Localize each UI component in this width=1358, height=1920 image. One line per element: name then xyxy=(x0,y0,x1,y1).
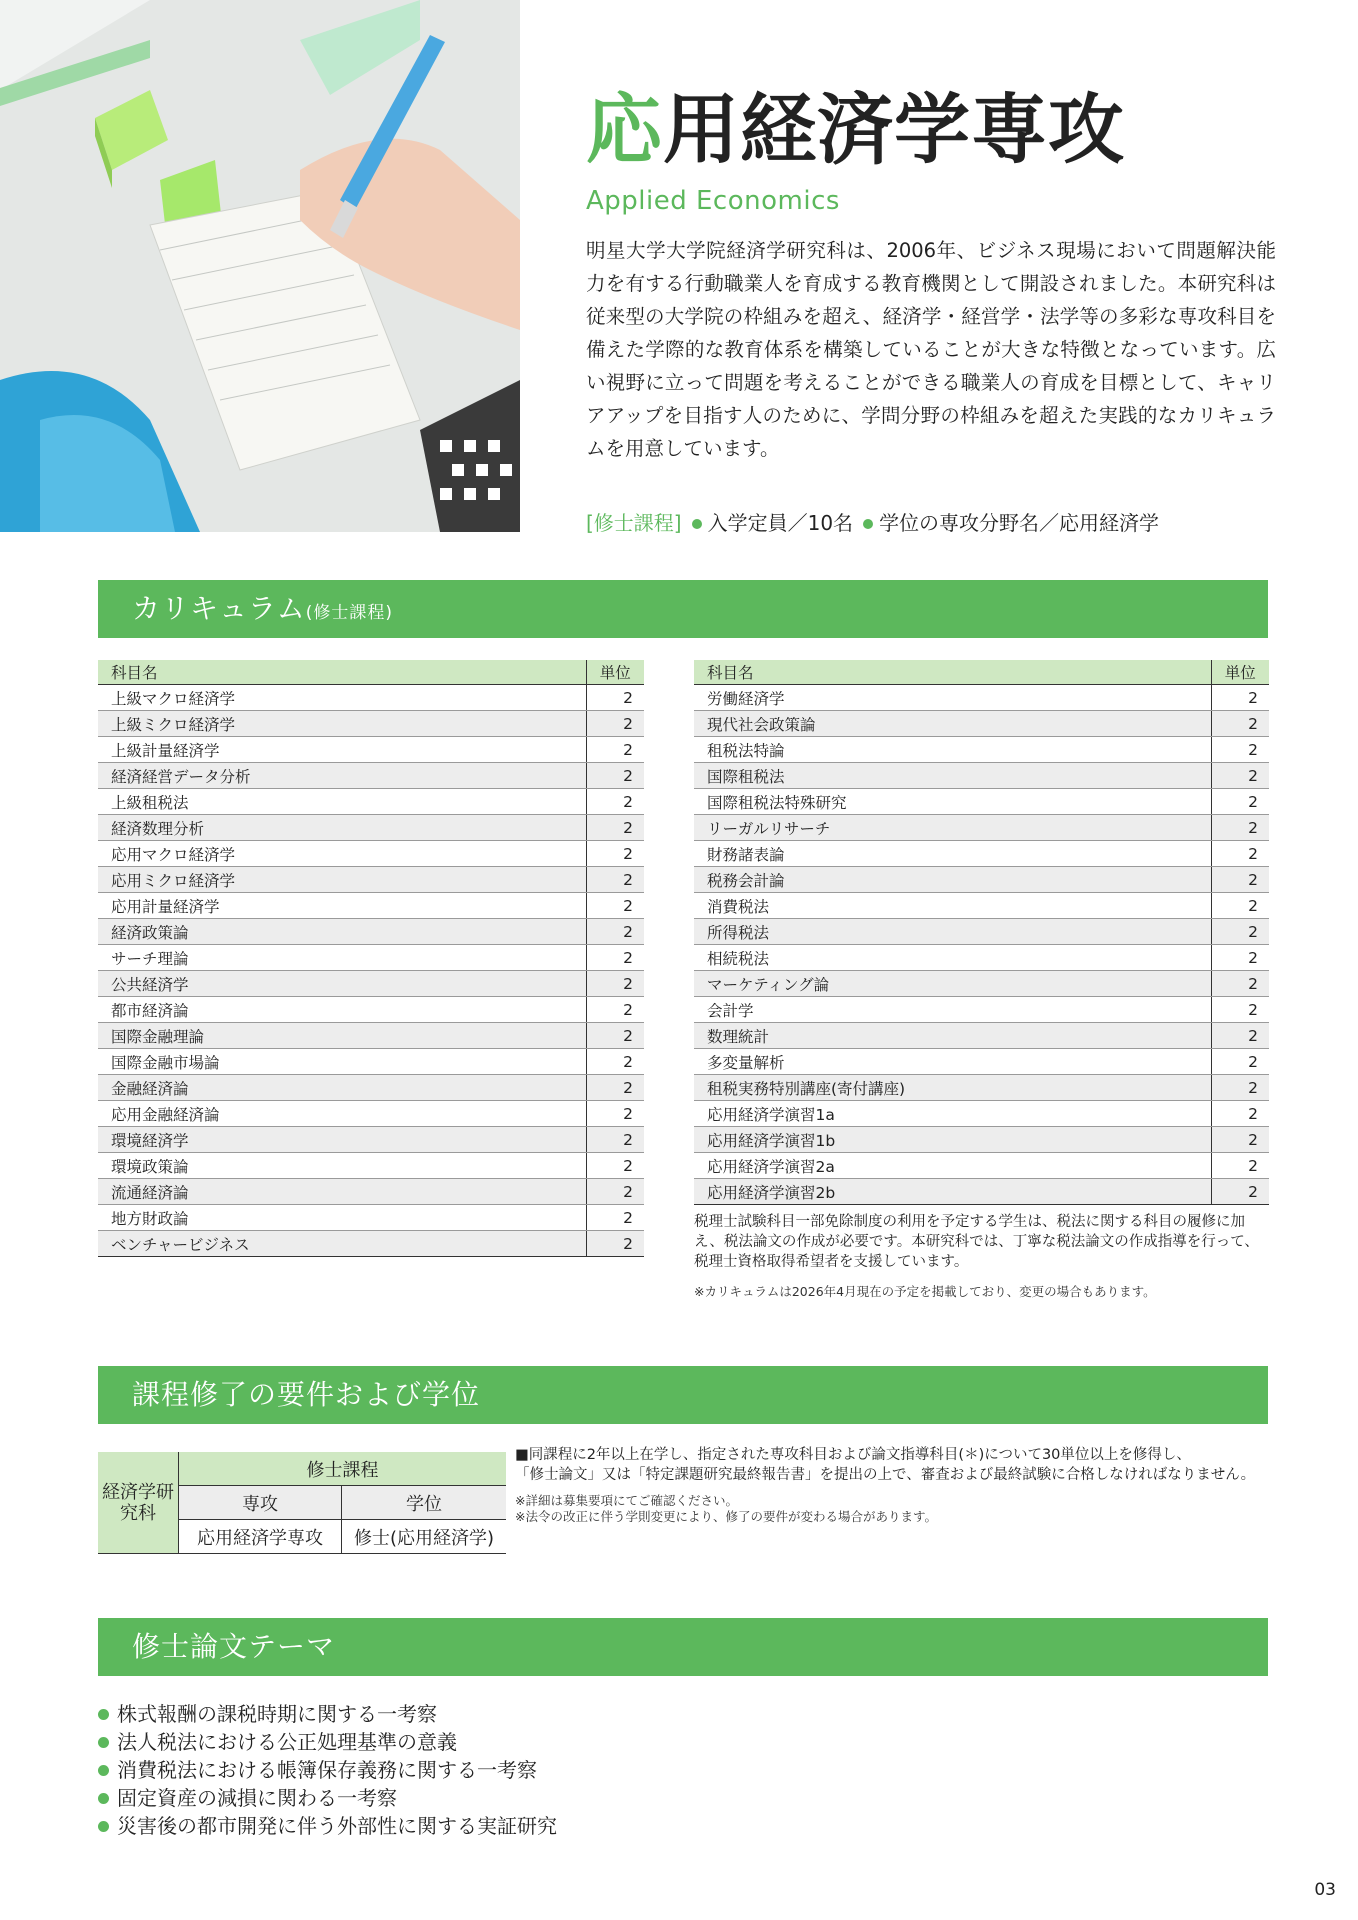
subject-name: 消費税法 xyxy=(694,893,1211,919)
subject-name: 相続税法 xyxy=(694,945,1211,971)
subject-name: 応用経済学演習2b xyxy=(694,1179,1211,1205)
table-row xyxy=(694,1153,1269,1179)
subject-units: 2 xyxy=(586,919,644,945)
table-row xyxy=(98,737,644,763)
subject-name: 流通経済論 xyxy=(98,1179,586,1205)
requirements-title: 課程修了の要件および学位 xyxy=(132,1378,481,1411)
table-row xyxy=(694,893,1269,919)
subject-units: 2 xyxy=(1211,945,1269,971)
column-header-unit: 単位 xyxy=(586,660,644,685)
subject-name: 応用経済学演習2a xyxy=(694,1153,1211,1179)
bullet-icon xyxy=(98,1709,109,1720)
subject-units: 2 xyxy=(1211,685,1269,711)
subject-units: 2 xyxy=(586,1205,644,1231)
requirements-line-2: 「修士論文」又は「特定課題研究最終報告書」を提出の上で、審査および最終試験に合格しなければなりません。 xyxy=(515,1467,1256,1483)
subject-units: 2 xyxy=(586,945,644,971)
table-row xyxy=(98,815,644,841)
subject-units: 2 xyxy=(1211,919,1269,945)
subject-name: 多変量解析 xyxy=(694,1049,1211,1075)
bullet-icon xyxy=(98,1737,109,1748)
degree-field: 学位の専攻分野名／応用経済学 xyxy=(879,511,1160,535)
subject-units: 2 xyxy=(586,763,644,789)
subject-name: 租税実務特別講座(寄付講座) xyxy=(694,1075,1211,1101)
subject-name: リーガルリサーチ xyxy=(694,815,1211,841)
table-row xyxy=(98,893,644,919)
subject-name: 応用マクロ経済学 xyxy=(98,841,586,867)
page-title xyxy=(586,85,1286,174)
bullet-icon xyxy=(863,519,873,529)
subject-units: 2 xyxy=(1211,997,1269,1023)
subject-name: 租税法特論 xyxy=(694,737,1211,763)
table-row xyxy=(694,815,1269,841)
subject-units: 2 xyxy=(586,1101,644,1127)
table-row xyxy=(98,867,644,893)
subject-units: 2 xyxy=(1211,1049,1269,1075)
table-row xyxy=(98,1101,644,1127)
subject-units: 2 xyxy=(586,1231,644,1257)
subject-units: 2 xyxy=(1211,1075,1269,1101)
degree-capacity: 入学定員／10名 xyxy=(707,511,854,535)
subject-units: 2 xyxy=(1211,1023,1269,1049)
curriculum-table-right xyxy=(694,660,1269,1205)
subject-name: 経済経営データ分析 xyxy=(98,763,586,789)
subject-units: 2 xyxy=(586,997,644,1023)
subject-name: 環境経済学 xyxy=(98,1127,586,1153)
degree-course: [修士課程] xyxy=(586,511,682,535)
tax-exemption-note: 税理士試験科目一部免除制度の利用を予定する学生は、税法に関する科目の履修に加え、税法論文の作成が必要です。本研究科では、丁寧な税法論文の作成指導を行って、税理士資格取得希望者を支援しています。 xyxy=(694,1214,1259,1270)
table-row xyxy=(98,1049,644,1075)
table-row xyxy=(694,711,1269,737)
subject-units: 2 xyxy=(1211,971,1269,997)
curriculum-table-left xyxy=(98,660,644,1257)
table-row xyxy=(694,971,1269,997)
subject-name: 都市経済論 xyxy=(98,997,586,1023)
subject-name: 数理統計 xyxy=(694,1023,1211,1049)
subject-name: 公共経済学 xyxy=(98,971,586,997)
graduate-school-cell: 経済学研究科 xyxy=(98,1452,179,1554)
subject-name: 税務会計論 xyxy=(694,867,1211,893)
table-row xyxy=(694,1179,1269,1205)
subject-units: 2 xyxy=(586,971,644,997)
subject-name: 応用計量経済学 xyxy=(98,893,586,919)
subject-units: 2 xyxy=(1211,841,1269,867)
curriculum-section-header xyxy=(98,580,1268,638)
table-row xyxy=(694,737,1269,763)
list-item: 株式報酬の課税時期に関する一考察 xyxy=(98,1700,557,1728)
hero-photo xyxy=(0,0,520,532)
subject-name: 金融経済論 xyxy=(98,1075,586,1101)
page-number: 03 xyxy=(1314,1880,1336,1900)
table-row xyxy=(694,1023,1269,1049)
subject-units: 2 xyxy=(586,1127,644,1153)
table-row xyxy=(98,1023,644,1049)
title-rest: 用経済学専攻 xyxy=(663,85,1125,174)
table-row xyxy=(694,1075,1269,1101)
subject-name: 労働経済学 xyxy=(694,685,1211,711)
subject-units: 2 xyxy=(1211,1179,1269,1205)
curriculum-footnote: ※カリキュラムは2026年4月現在の予定を掲載しており、変更の場合もあります。 xyxy=(694,1284,1156,1299)
requirements-line-1: ■同課程に2年以上在学し、指定された専攻科目および論文指導科目(＊)について30単位以上を修得し、 xyxy=(515,1447,1191,1463)
table-row xyxy=(98,763,644,789)
table-row xyxy=(98,841,644,867)
subject-units: 2 xyxy=(1211,867,1269,893)
requirements-note-1: ※詳細は募集要項にてご確認ください。 xyxy=(515,1493,738,1508)
writing-illustration xyxy=(0,0,520,532)
subject-name: 上級ミクロ経済学 xyxy=(98,711,586,737)
degree-info xyxy=(586,507,1159,536)
subject-name: 国際金融市場論 xyxy=(98,1049,586,1075)
subject-units: 2 xyxy=(586,685,644,711)
subject-name: 所得税法 xyxy=(694,919,1211,945)
page-subtitle: Applied Economics xyxy=(586,186,840,216)
subject-name: 財務諸表論 xyxy=(694,841,1211,867)
subject-units: 2 xyxy=(586,1049,644,1075)
subject-units: 2 xyxy=(1211,1127,1269,1153)
table-row xyxy=(98,1231,644,1257)
table-row xyxy=(694,1049,1269,1075)
subject-units: 2 xyxy=(586,1179,644,1205)
table-row xyxy=(694,841,1269,867)
subject-units: 2 xyxy=(586,1023,644,1049)
table-row xyxy=(98,789,644,815)
subject-units: 2 xyxy=(586,1153,644,1179)
themes-title: 修士論文テーマ xyxy=(132,1630,336,1663)
subject-name: 地方財政論 xyxy=(98,1205,586,1231)
subject-name: 応用ミクロ経済学 xyxy=(98,867,586,893)
table-row xyxy=(98,1127,644,1153)
table-row xyxy=(98,997,644,1023)
subject-name: 国際金融理論 xyxy=(98,1023,586,1049)
subject-name: 応用経済学演習1b xyxy=(694,1127,1211,1153)
program-cell: 修士課程 xyxy=(179,1452,507,1486)
bullet-icon xyxy=(98,1821,109,1832)
subject-units: 2 xyxy=(586,711,644,737)
table-row xyxy=(694,685,1269,711)
subject-name: 国際租税法 xyxy=(694,763,1211,789)
subject-name: 応用金融経済論 xyxy=(98,1101,586,1127)
subject-name: 現代社会政策論 xyxy=(694,711,1211,737)
degree-cell: 修士(応用経済学) xyxy=(342,1520,507,1554)
curriculum-title: カリキュラム xyxy=(132,592,306,625)
table-row xyxy=(694,1101,1269,1127)
subject-name: 経済政策論 xyxy=(98,919,586,945)
subject-units: 2 xyxy=(1211,737,1269,763)
table-row xyxy=(694,997,1269,1023)
subject-units: 2 xyxy=(586,841,644,867)
table-row xyxy=(694,1127,1269,1153)
subject-units: 2 xyxy=(586,737,644,763)
list-item: 固定資産の減損に関わる一考察 xyxy=(98,1784,557,1812)
table-row xyxy=(98,971,644,997)
subject-name: サーチ理論 xyxy=(98,945,586,971)
table-row xyxy=(694,789,1269,815)
subject-name: 上級租税法 xyxy=(98,789,586,815)
title-block xyxy=(586,85,1286,216)
requirements-note-2: ※法令の改正に伴う学則変更により、修了の要件が変わる場合があります。 xyxy=(515,1509,937,1524)
bullet-icon xyxy=(98,1765,109,1776)
subject-name: 上級マクロ経済学 xyxy=(98,685,586,711)
subject-name: 国際租税法特殊研究 xyxy=(694,789,1211,815)
subject-units: 2 xyxy=(586,893,644,919)
table-row xyxy=(98,945,644,971)
table-row xyxy=(694,919,1269,945)
table-row xyxy=(694,763,1269,789)
subject-units: 2 xyxy=(1211,789,1269,815)
column-header-unit: 単位 xyxy=(1211,660,1269,685)
subject-units: 2 xyxy=(586,789,644,815)
list-item: 災害後の都市開発に伴う外部性に関する実証研究 xyxy=(98,1812,557,1840)
table-row xyxy=(98,711,644,737)
table-row xyxy=(98,919,644,945)
curriculum-title-small: (修士課程) xyxy=(305,603,393,623)
subject-units: 2 xyxy=(1211,893,1269,919)
table-row xyxy=(694,945,1269,971)
subject-units: 2 xyxy=(1211,1153,1269,1179)
title-accent-char: 応 xyxy=(586,85,663,174)
table-row xyxy=(98,1179,644,1205)
subject-name: 会計学 xyxy=(694,997,1211,1023)
table-row xyxy=(98,1075,644,1101)
themes-section-header xyxy=(98,1618,1268,1676)
requirements-table xyxy=(98,1452,506,1554)
list-item: 消費税法における帳簿保存義務に関する一考察 xyxy=(98,1756,557,1784)
column-header-subject: 科目名 xyxy=(694,660,1211,685)
bullet-icon xyxy=(98,1793,109,1804)
subject-name: 経済数理分析 xyxy=(98,815,586,841)
requirements-section-header xyxy=(98,1366,1268,1424)
intro-paragraph: 明星大学大学院経済学研究科は、2006年、ビジネス現場において問題解決能力を有する行動職業人を育成する教育機関として開設されました。本研究科は従来型の大学院の枠組みを超え、経済学・経営学・法学等の多彩な専攻科目を備えた学際的な教育体系を構築していることが大きな特徴となっています。広い視野に立って問題を考えることができる職業人の育成を目標として、キャリアアップを目指す人のために、学問分野の枠組みを超えた実践的なカリキュラムを用意しています。 xyxy=(586,239,1276,460)
table-row xyxy=(98,685,644,711)
bullet-icon xyxy=(692,519,702,529)
subject-units: 2 xyxy=(586,815,644,841)
themes-list xyxy=(98,1700,557,1840)
requirements-text xyxy=(515,1445,1275,1525)
subject-units: 2 xyxy=(586,867,644,893)
table-row xyxy=(98,1153,644,1179)
subject-units: 2 xyxy=(1211,711,1269,737)
major-cell: 応用経済学専攻 xyxy=(179,1520,342,1554)
major-header-cell: 専攻 xyxy=(179,1486,342,1520)
subject-name: 環境政策論 xyxy=(98,1153,586,1179)
column-header-subject: 科目名 xyxy=(98,660,586,685)
degree-header-cell: 学位 xyxy=(342,1486,507,1520)
subject-name: 上級計量経済学 xyxy=(98,737,586,763)
table-row xyxy=(694,867,1269,893)
subject-units: 2 xyxy=(1211,763,1269,789)
subject-units: 2 xyxy=(1211,815,1269,841)
list-item: 法人税法における公正処理基準の意義 xyxy=(98,1728,557,1756)
subject-units: 2 xyxy=(586,1075,644,1101)
subject-name: 応用経済学演習1a xyxy=(694,1101,1211,1127)
subject-name: ベンチャービジネス xyxy=(98,1231,586,1257)
subject-units: 2 xyxy=(1211,1101,1269,1127)
subject-name: マーケティング論 xyxy=(694,971,1211,997)
table-row xyxy=(98,1205,644,1231)
